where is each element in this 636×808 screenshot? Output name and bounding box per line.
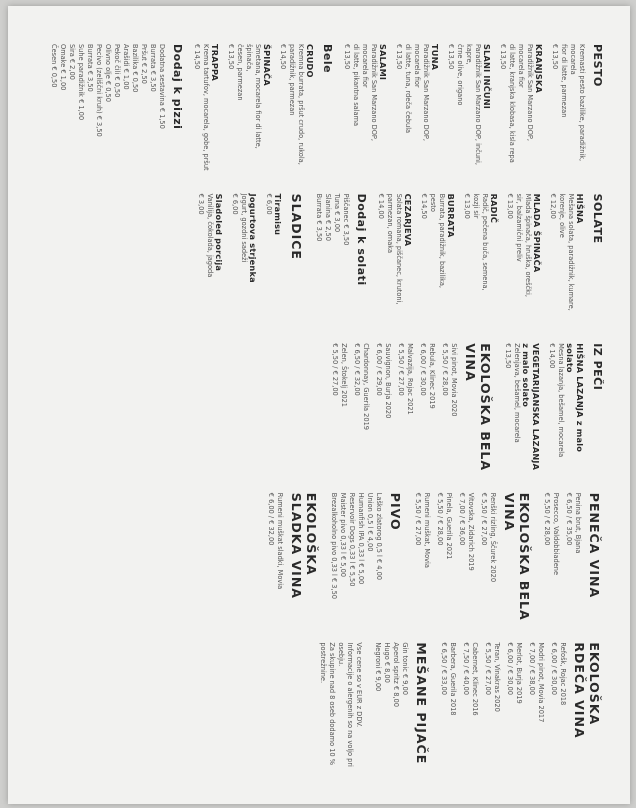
menu-item-name: BURRATA [446,193,456,238]
menu-item-description: Solata romana, piščanec, krutoni, parmezan, omaka € 14,00 [377,193,403,305]
menu-item-description: Paradižnik San Marzano DOP, mocarela fior di latte, tuna, rdeča čebula € 13,50 [395,44,430,141]
menu-item-name: SLANI INČUNI [482,44,492,110]
menu-item-name: HIŠNA [575,193,585,224]
menu-item-description: Paradižnik San Marzano DOP, inčuni, kapre, črne olive, origano € 13,50 [447,44,482,165]
drink-entry: Refošk, Rojac 2018 € 6,00 / € 30,00 [550,642,567,706]
menu-item-name: CRUDO [305,44,315,78]
menu-item-name: MLADA ŠPINAČA [532,193,542,273]
menu-column-3 [22,333,612,483]
section-heading: PENEČA VINA [587,492,602,599]
section-heading: SOLATE [591,193,604,244]
drink-entry: Modri pinot, Movia 2017 € 7,00 / € 38,00 [528,642,545,723]
menu-page [8,6,630,804]
drink-entry: Barbera, Guerila 2018 € 6,50 / € 33,00 [440,642,457,716]
drink-entry: Laško zlatorog 0,5 l € 4,00 Union 0,5 l € 4,00 Humanfish IPA 0,33 l € 5,00 Reservoir Dogs 0,33 l € 5,50 Maister pivo 0,33 l € 5,00 Brezalkoholno pivo 0,33 l € 3,50 [330,492,383,599]
drink-entry: Gin tonic € 9,00 Aperol spritz € 8,00 Hugo € 8,00 Negroni € 9,00 [374,642,409,707]
drink-entry: Sauvignon, Burja 2020 € 6,00 / € 29,00 [375,343,392,419]
section-heading: SLADICE [289,193,304,260]
menu-rotated-content [8,6,630,804]
menu-item-name: RADIČ [489,193,499,224]
menu-text-block: Pecivo (zeliščni kruh) € 3,50 Burrata € 3,50 Suhe paradižnik € 1,00 Sira € 2,00 Omake € 1,00 Česen € 0,50 [50,44,103,137]
menu-item-description: Radič, pečena buča, semena, kozji sir € 13,00 [463,193,489,291]
drink-entry: Sivi pinot, Movia 2020 € 5,50 / € 28,00 [441,343,458,417]
menu-item-description: Kremna burrata, pršut crudo, rukola, paradižnik, parmezan € 14,50 [279,44,305,165]
menu-item-description: Smetana, mocarela fior di latte, špinača, česen, parmezan € 13,50 [227,44,262,149]
menu-item-description: Mlada špinača, hruška, oreščki, sir, balzamični preliv € 13,00 [506,193,532,297]
menu-text-block: Kremasti pesto bazilike, paradižnik, mocarela fior di latte, parmezan € 13,50 [551,44,586,162]
section-heading: EKOLOŠKA SLADKA VINA [289,492,319,599]
drink-entry: Rebula, Klinec 2019 € 6,00 / € 30,00 [419,343,436,409]
menu-item-name: Tiramisu [273,193,283,236]
menu-item-name: KRANJSKA [534,44,544,94]
section-heading: MEŠANE PIJAČE [414,642,429,765]
drink-entry: Penina brut, Bjana € 6,50 / € 35,00 [565,492,582,554]
menu-item-name: TRAPPA [210,44,220,82]
section-heading: Dodaj k solati [355,193,368,286]
section-heading: Bele [321,44,334,74]
menu-item-name: ŠPINAČA [262,44,272,86]
drink-entry: Teran, Vinakras 2020 € 5,50 / € 27,00 [484,642,501,712]
menu-item-description: € 6,00 [265,193,273,215]
section-heading: PESTO [591,44,604,87]
menu-item-name: HIŠNA LAZANJA z malo solato [565,343,585,453]
drink-entry: Merlot, Burja 2019 € 6,00 / € 30,00 [506,642,523,704]
section-heading: EKOLOŠKA RDEČA VINA [572,642,602,739]
menu-item-description: Burrata, paradižnik, bazilika, pesto € 14,50 [420,193,446,288]
drink-entry: Rumeni muškat, Movia € 5,50 / € 27,00 [414,492,431,568]
section-heading: Dodaj k pizzi [171,44,184,130]
section-heading: IZ PEČI [591,343,604,391]
section-heading: EKOLOŠKA BELA VINA [502,492,532,621]
menu-item-name: TUNA [430,44,440,71]
menu-item-description: Jogurt, gozdni sadeži € 6,00 [231,193,248,263]
drink-entry: Chardonnay, Guerila 2019 € 6,50 / € 32,00 [353,343,370,430]
menu-item-description: Vanilija, čokolada, jagoda € 3,00 [197,193,214,278]
drink-entry: Pinela, Guerila 2021 € 5,50 / € 28,00 [436,492,453,560]
menu-item-name: SALAMI [378,44,388,81]
menu-item-description: Mesna lazanja, bešamel, mocarela € 14,00 [548,343,565,458]
menu-item-description: Zelenjava, bešamel, mocarela € 13,50 [504,343,521,443]
menu-item-description: Paradižnik San Marzano DOP, mocarela fior di latte, pikantna salama € 13,50 [343,44,378,141]
menu-column-5 [22,632,612,782]
menu-column-4 [22,483,612,633]
drink-entry: Renški rizling, Ščurek 2020 € 5,50 / € 27,00 [480,492,497,583]
menu-item-name: Sladoled porcija [214,193,224,272]
menu-item-description: Krema tartufov, mocarela, gobe, pršut € 14,50 [193,44,210,171]
drink-entry: Malvazija, Rojac 2021 € 5,50 / € 27,00 [397,343,414,415]
drink-entry: Cabernet, Klinec 2016 € 7,50 / € 40,00 [462,642,479,716]
section-heading: PIVO [388,492,403,531]
menu-text-block: Dodatna sestavina € 1,50 Burrata € 3,50 Pršut € 2,50 [140,44,166,129]
menu-text-block: Piščanec € 3,50 Tuna € 3,00 Slanina € 2,50 Burrata € 3,50 [315,193,350,246]
menu-item-name: CEZARJEVA [403,193,413,247]
menu-item-name: VEGETARIJANSKA LAZANJA z malo solato [521,343,541,471]
drink-entry: Vitovska, Zidarich 2019 € 7,00 / € 36,00 [458,492,475,571]
drink-entry: Rumeni muškat sladki, Movia € 6,00 / € 32,00 [267,492,284,590]
menu-text-block: Bazilika € 0,50 Arašidi € 1,00 Pekoč čili € 0,50 Olivno olje € 0,50 [104,44,139,102]
drink-entry: Zelen, Štokelj 2021 € 5,50 / € 27,00 [331,343,348,408]
menu-item-description: Paradižnik San Marzano DOP, mocarela fior di latte, kranjska klobasa, kisla repa € 13,50 [499,44,534,163]
menu-column-1 [22,34,612,184]
section-heading: EKOLOŠKA BELA VINA [463,343,493,472]
drink-entry: Prosecco, Valdobbiadene € 5,50 / € 28,00 [543,492,560,576]
menu-item-description: Mešana solata, paradižnik, kumare, korenje, olive € 12,00 [549,193,575,311]
menu-column-2 [22,184,612,334]
menu-item-name: Jogurtova strjenka [248,193,258,283]
footer-note: Vse cene so v EUR z DDV. Informacije o alergenih so na voljo pri osebju. Za skupine nad 8 oseb dodamo 10 % postrežnine. [319,642,363,767]
